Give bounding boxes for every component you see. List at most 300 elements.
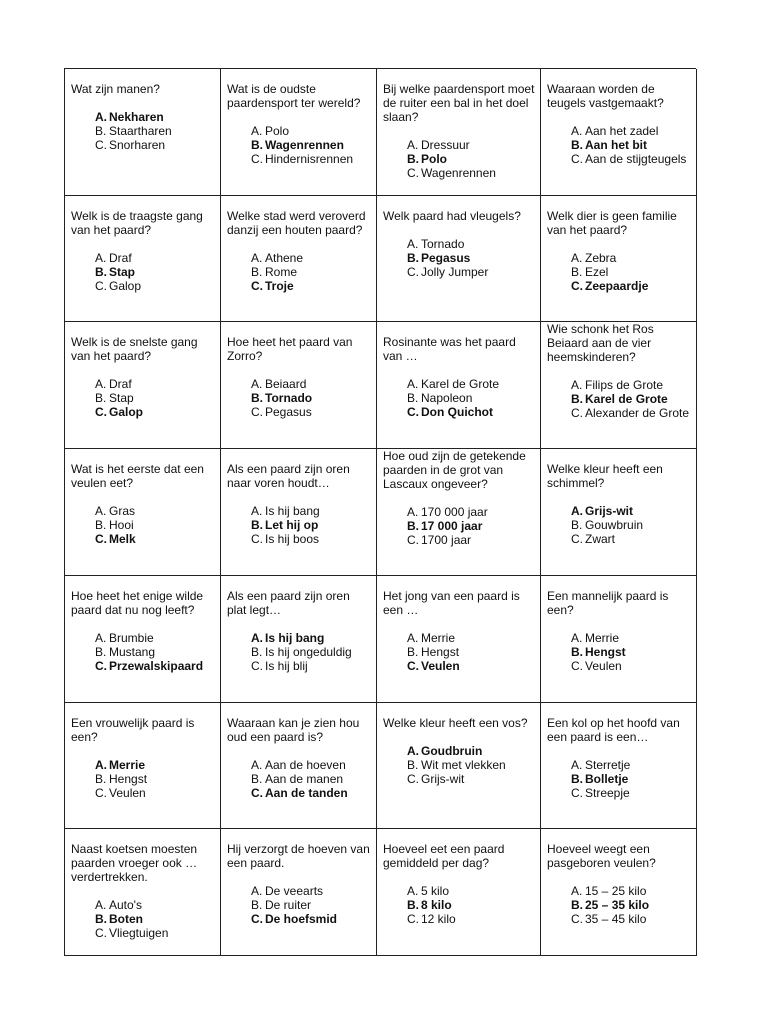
option-text: Melk [109, 532, 136, 547]
option-letter: C. [407, 405, 419, 420]
quiz-card [65, 196, 221, 323]
quiz-question: Een mannelijk paard is een? [547, 588, 669, 617]
answer-option [251, 377, 372, 391]
option-letter: C. [407, 264, 419, 279]
answer-option [95, 391, 216, 405]
option-text: Mustang [109, 644, 156, 659]
option-letter: B. [95, 264, 107, 279]
option-letter: A. [571, 250, 583, 265]
option-text: Wit met vlekken [421, 757, 506, 772]
option-letter: C. [407, 658, 419, 673]
option-letter: B. [571, 264, 583, 279]
option-letter: C. [251, 785, 263, 800]
option-text: De ruiter [265, 898, 312, 913]
quiz-question: Welk paard had vleugels? [383, 208, 521, 223]
option-text: Draf [109, 250, 132, 265]
correct-answer-option [251, 279, 372, 293]
option-letter: B. [251, 138, 263, 152]
answer-options [71, 758, 216, 800]
answer-option [407, 533, 536, 547]
quiz-question: Waaraan worden de teugels vastgemaakt? [547, 82, 664, 110]
answer-option [407, 505, 536, 519]
quiz-card [221, 449, 377, 576]
correct-answer-option [571, 645, 692, 659]
option-text: Stap [109, 391, 134, 406]
option-letter: C. [571, 532, 583, 547]
option-text: Filips de Grote [585, 378, 664, 393]
option-letter: C. [95, 926, 107, 941]
option-text: Vliegtuigen [109, 926, 169, 941]
option-text: Aan de manen [265, 771, 344, 786]
answer-options [227, 251, 372, 293]
answer-options [547, 631, 692, 673]
option-text: Veulen [585, 658, 622, 673]
answer-options [227, 631, 372, 673]
answer-option [571, 378, 692, 392]
quiz-question: Welk dier is geen familie van het paard? [547, 208, 677, 237]
option-text: Merrie [421, 630, 456, 645]
option-letter: A. [251, 757, 263, 772]
option-text: Grijs-wit [585, 504, 634, 519]
option-text: Hengst [109, 771, 148, 786]
option-text: Don Quichot [421, 405, 493, 420]
option-letter: C. [571, 658, 583, 673]
answer-option [251, 772, 372, 786]
option-text: Is hij bang [265, 504, 320, 519]
answer-option [571, 659, 692, 673]
quiz-question: Wat is de oudste paardensport ter wereld? [227, 82, 361, 110]
quiz-card [377, 829, 541, 956]
option-letter: B. [571, 138, 583, 152]
quiz-card [377, 196, 541, 323]
option-text: Is hij boos [265, 532, 320, 547]
option-text: Polo [421, 152, 447, 166]
answer-option [407, 772, 536, 786]
option-letter: A. [407, 630, 419, 645]
answer-option [251, 251, 372, 265]
answer-options [71, 251, 216, 293]
correct-answer-option [571, 772, 692, 786]
option-letter: B. [95, 771, 107, 786]
option-letter: B. [407, 644, 419, 659]
option-letter: A. [407, 236, 419, 251]
option-text: Hindernisrennen [265, 152, 354, 166]
option-text: Tornado [421, 236, 465, 251]
option-letter: C. [407, 771, 419, 786]
answer-options [383, 138, 536, 180]
option-letter: B. [407, 898, 419, 913]
option-text: Aan de tanden [265, 785, 348, 800]
answer-options [71, 110, 216, 152]
option-text: Auto's [109, 898, 142, 913]
answer-option [407, 912, 536, 926]
quiz-question: Als een paard zijn oren naar voren houdt… [227, 462, 350, 491]
answer-option [407, 377, 536, 391]
option-text: Staartharen [109, 124, 172, 138]
quiz-card [65, 449, 221, 576]
quiz-question: Een vrouwelijk paard is een? [71, 715, 195, 744]
option-text: Wagenrennen [421, 166, 496, 180]
answer-option [571, 124, 692, 138]
quiz-question: Het jong van een paard is een … [383, 588, 520, 617]
option-text: 12 kilo [421, 912, 456, 927]
quiz-card [65, 69, 221, 196]
option-text: Hengst [421, 644, 460, 659]
answer-option [251, 898, 372, 912]
option-letter: A. [95, 630, 107, 645]
option-text: 35 – 45 kilo [585, 912, 647, 927]
answer-option [407, 631, 536, 645]
option-letter: B. [95, 124, 107, 138]
option-letter: B. [251, 898, 263, 913]
correct-answer-option [571, 504, 692, 518]
answer-option [251, 504, 372, 518]
option-text: 8 kilo [421, 898, 452, 913]
option-text: Merrie [585, 630, 620, 645]
answer-options [383, 377, 536, 419]
option-letter: A. [571, 884, 583, 899]
option-letter: C. [251, 912, 263, 927]
answer-option [251, 124, 372, 138]
answer-option [95, 898, 216, 912]
answer-option [571, 912, 692, 926]
option-text: Karel de Grote [421, 377, 500, 392]
answer-options [383, 237, 536, 279]
option-text: Polo [265, 124, 290, 138]
option-letter: C. [571, 278, 583, 293]
answer-option [571, 758, 692, 772]
quiz-card [541, 322, 697, 449]
option-letter: B. [407, 152, 419, 166]
quiz-question: Rosinante was het paard van … [383, 335, 516, 364]
option-text: Grijs-wit [421, 771, 465, 786]
quiz-card [221, 196, 377, 323]
answer-options [227, 377, 372, 419]
option-letter: C. [407, 912, 419, 927]
correct-answer-option [407, 405, 536, 419]
option-text: Boten [109, 912, 143, 927]
quiz-card [221, 69, 377, 196]
option-text: Aan de stijgteugels [585, 152, 687, 166]
option-text: Troje [265, 278, 294, 293]
option-letter: A. [95, 250, 107, 265]
option-letter: A. [571, 378, 583, 393]
option-letter: C. [251, 278, 263, 293]
answer-option [251, 532, 372, 546]
option-letter: C. [251, 658, 263, 673]
quiz-question: Welk is de traagste gang van het paard? [71, 208, 203, 237]
quiz-card [377, 322, 541, 449]
answer-option [95, 124, 216, 138]
option-text: Wagenrennen [265, 138, 344, 152]
answer-option [407, 884, 536, 898]
option-letter: C. [407, 533, 419, 548]
answer-option [251, 758, 372, 772]
option-letter: A. [571, 630, 583, 645]
option-text: Ezel [585, 264, 609, 279]
answer-options [227, 884, 372, 926]
answer-options [383, 744, 536, 786]
option-letter: B. [251, 771, 263, 786]
option-letter: B. [95, 644, 107, 659]
quiz-card [65, 576, 221, 703]
correct-answer-option [571, 138, 692, 152]
answer-option [407, 166, 536, 180]
option-letter: B. [407, 250, 419, 265]
option-letter: B. [251, 264, 263, 279]
option-letter: C. [571, 152, 583, 166]
option-letter: A. [95, 110, 107, 124]
answer-option [95, 377, 216, 391]
correct-answer-option [571, 392, 692, 406]
option-text: Dressuur [421, 138, 470, 152]
option-text: Rome [265, 264, 298, 279]
option-text: Zebra [585, 250, 617, 265]
answer-options [383, 505, 536, 547]
correct-answer-option [95, 659, 216, 673]
correct-answer-option [95, 532, 216, 546]
option-text: Aan de hoeven [265, 757, 346, 772]
answer-option [251, 152, 372, 166]
quiz-question: Waaraan kan je zien hou oud een paard is? [227, 715, 360, 744]
correct-answer-option [407, 251, 536, 265]
option-text: Aan het bit [585, 138, 647, 152]
answer-option [95, 786, 216, 800]
option-letter: B. [571, 644, 583, 659]
quiz-question: Naast koetsen moesten paarden vroeger ook … verdertrekken. [71, 842, 198, 885]
quiz-card [65, 703, 221, 830]
option-text: Gouwbruin [585, 518, 644, 533]
option-letter: A. [251, 884, 263, 899]
option-letter: C. [95, 405, 107, 420]
quiz-card [377, 69, 541, 196]
option-text: Beiaard [265, 377, 307, 392]
option-letter: B. [95, 518, 107, 533]
quiz-question: Wat zijn manen? [71, 82, 160, 96]
answer-options [383, 884, 536, 926]
answer-option [95, 772, 216, 786]
quiz-question: Hoe oud zijn de getekende paarden in de grot van Lascaux ongeveer? [383, 449, 526, 492]
option-letter: A. [251, 250, 263, 265]
correct-answer-option [95, 405, 216, 419]
option-text: Is hij blij [265, 658, 308, 673]
option-text: Jolly Jumper [421, 264, 489, 279]
option-text: Merrie [109, 757, 146, 772]
option-letter: C. [95, 785, 107, 800]
option-text: Galop [109, 405, 144, 420]
quiz-question: Welke kleur heeft een schimmel? [547, 462, 663, 491]
answer-options [71, 504, 216, 546]
answer-option [251, 659, 372, 673]
option-text: Brumbie [109, 630, 154, 645]
answer-options [71, 898, 216, 940]
option-text: Goudbruin [421, 743, 483, 758]
answer-options [547, 504, 692, 546]
answer-options [547, 758, 692, 800]
option-text: Pegasus [421, 250, 471, 265]
quiz-card [541, 576, 697, 703]
answer-options [227, 124, 372, 166]
option-letter: C. [571, 785, 583, 800]
quiz-question: Hoeveel eet een paard gemiddeld per dag? [383, 842, 505, 871]
quiz-question: Als een paard zijn oren plat legt… [227, 588, 350, 617]
answer-option [407, 645, 536, 659]
answer-option [95, 138, 216, 152]
answer-option [95, 926, 216, 940]
answer-option [571, 631, 692, 645]
quiz-question: Een kol op het hoofd van een paard is een… [547, 715, 680, 744]
correct-answer-option [571, 279, 692, 293]
option-text: De veearts [265, 884, 324, 899]
correct-answer-option [251, 631, 372, 645]
quiz-question: Hoeveel weegt een pasgeboren veulen? [547, 842, 656, 871]
quiz-question: Welke stad werd veroverd danzij een houten paard? [227, 208, 366, 237]
quiz-card [541, 703, 697, 830]
option-text: Is hij ongeduldig [265, 644, 352, 659]
option-letter: A. [407, 884, 419, 899]
quiz-question: Welke kleur heeft een vos? [383, 715, 528, 730]
correct-answer-option [95, 758, 216, 772]
answer-option [571, 786, 692, 800]
option-text: Draf [109, 377, 132, 392]
option-letter: C. [251, 152, 263, 166]
option-letter: B. [95, 391, 107, 406]
option-letter: C. [251, 405, 263, 420]
option-letter: A. [95, 377, 107, 392]
option-letter: B. [571, 518, 583, 533]
answer-option [571, 518, 692, 532]
answer-options [383, 631, 536, 673]
option-text: Streepje [585, 785, 630, 800]
option-text: Pegasus [265, 405, 312, 420]
option-text: Zwart [585, 532, 615, 547]
option-letter: B. [95, 912, 107, 927]
option-letter: A. [407, 505, 419, 520]
quiz-card [541, 829, 697, 956]
option-letter: B. [251, 518, 263, 533]
option-letter: C. [95, 658, 107, 673]
quiz-card [377, 703, 541, 830]
correct-answer-option [95, 912, 216, 926]
option-letter: B. [407, 519, 419, 534]
option-text: 25 – 35 kilo [585, 898, 650, 913]
answer-options [71, 631, 216, 673]
option-letter: A. [95, 898, 107, 913]
option-text: Galop [109, 278, 142, 293]
quiz-card [221, 322, 377, 449]
quiz-card [221, 829, 377, 956]
correct-answer-option [407, 152, 536, 166]
answer-option [407, 138, 536, 152]
answer-option [571, 265, 692, 279]
option-letter: C. [251, 532, 263, 547]
option-text: Athene [265, 250, 304, 265]
option-text: Let hij op [265, 518, 319, 533]
correct-answer-option [251, 138, 372, 152]
option-letter: C. [95, 138, 107, 152]
option-letter: A. [95, 757, 107, 772]
option-text: Tornado [265, 391, 313, 406]
option-text: De hoefsmid [265, 912, 338, 927]
option-text: Snorharen [109, 138, 166, 152]
answer-options [547, 378, 692, 420]
option-letter: C. [407, 166, 419, 180]
answer-option [571, 406, 692, 420]
option-text: Nekharen [109, 110, 164, 124]
option-text: Karel de Grote [585, 392, 668, 407]
option-text: Sterretje [585, 757, 631, 772]
option-letter: C. [95, 532, 107, 547]
correct-answer-option [407, 659, 536, 673]
quiz-question: Hoe heet het enige wilde paard dat nu nog leeft? [71, 588, 204, 617]
answer-option [407, 758, 536, 772]
quiz-card [377, 449, 541, 576]
quiz-card [541, 69, 697, 196]
correct-answer-option [95, 265, 216, 279]
quiz-card-grid [64, 68, 696, 956]
option-text: 1700 jaar [421, 533, 472, 548]
answer-option [95, 631, 216, 645]
answer-options [71, 377, 216, 419]
option-letter: A. [407, 138, 419, 152]
option-text: 15 – 25 kilo [585, 884, 647, 899]
answer-option [95, 504, 216, 518]
option-letter: A. [571, 504, 583, 519]
option-letter: B. [407, 757, 419, 772]
option-letter: A. [95, 504, 107, 519]
answer-option [95, 251, 216, 265]
correct-answer-option [251, 391, 372, 405]
answer-option [251, 884, 372, 898]
option-text: Is hij bang [265, 630, 325, 645]
quiz-card [541, 196, 697, 323]
option-text: Hooi [109, 518, 134, 533]
option-letter: B. [251, 391, 263, 406]
option-text: Zeepaardje [585, 278, 649, 293]
option-text: 170 000 jaar [421, 505, 488, 520]
quiz-card [221, 703, 377, 830]
correct-answer-option [571, 898, 692, 912]
option-letter: A. [571, 757, 583, 772]
option-letter: A. [251, 504, 263, 519]
option-letter: C. [95, 278, 107, 293]
option-text: Veulen [109, 785, 146, 800]
answer-option [251, 405, 372, 419]
option-text: 17 000 jaar [421, 519, 483, 534]
correct-answer-option [95, 110, 216, 124]
option-letter: A. [407, 743, 419, 758]
correct-answer-option [407, 744, 536, 758]
option-text: Bolletje [585, 771, 629, 786]
quiz-card [377, 576, 541, 703]
answer-option [95, 645, 216, 659]
option-text: Aan het zadel [585, 124, 659, 138]
option-text: Napoleon [421, 391, 473, 406]
option-letter: B. [571, 898, 583, 913]
answer-options [547, 251, 692, 293]
answer-option [251, 645, 372, 659]
option-text: Przewalskipaard [109, 658, 204, 673]
answer-options [547, 124, 692, 166]
answer-option [407, 237, 536, 251]
option-text: Veulen [421, 658, 460, 673]
quiz-question: Hoe heet het paard van Zorro? [227, 335, 353, 364]
option-letter: C. [571, 912, 583, 927]
answer-option [571, 532, 692, 546]
option-text: Gras [109, 504, 136, 519]
option-letter: B. [571, 392, 583, 407]
quiz-question: Hij verzorgt de hoeven van een paard. [227, 842, 370, 871]
